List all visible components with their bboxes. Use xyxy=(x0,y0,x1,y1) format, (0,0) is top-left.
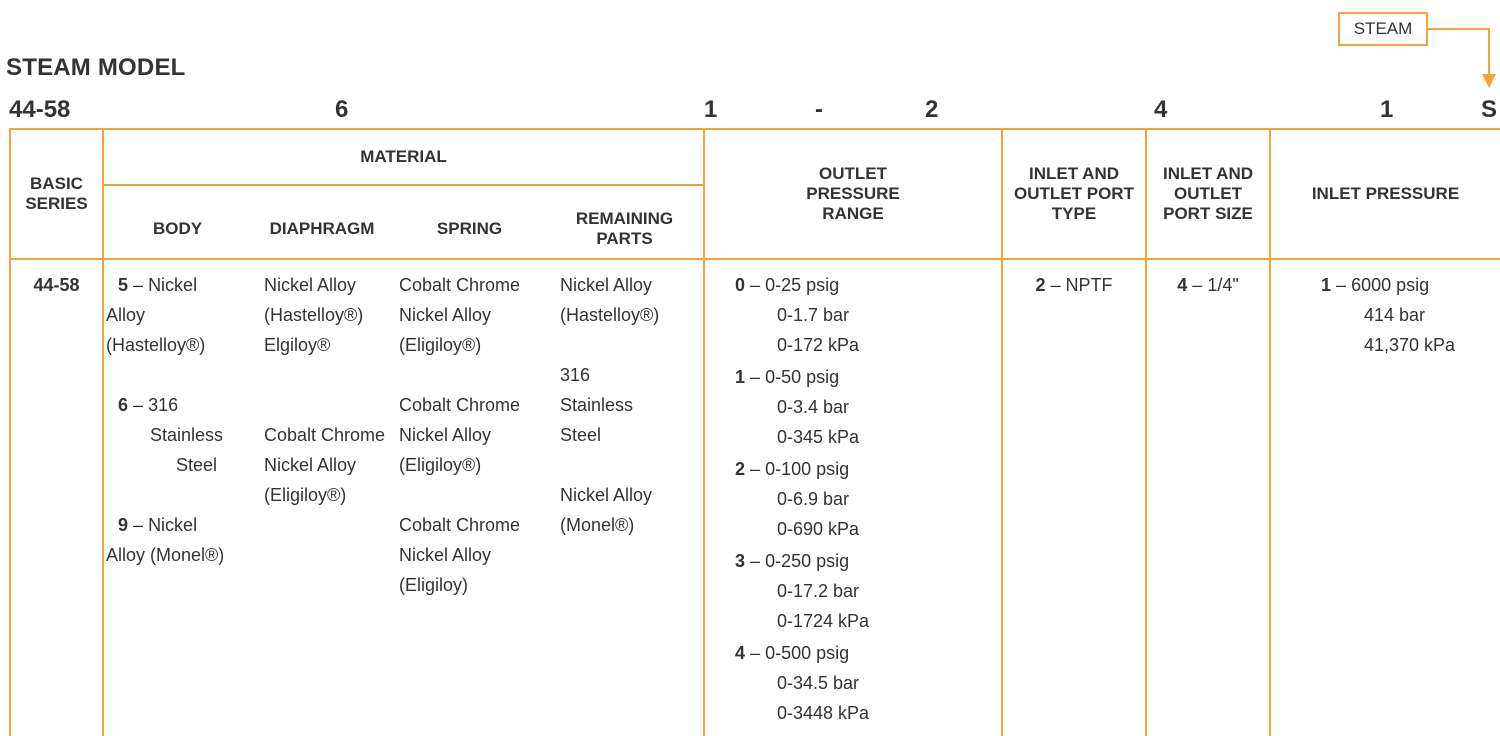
port-size-option: 4 – 1/4" xyxy=(1177,275,1239,295)
header-diaphragm: DIAPHRAGM xyxy=(251,185,393,259)
header-basic-series: BASIC SERIES xyxy=(10,129,103,259)
header-spring: SPRING xyxy=(393,185,546,259)
diaphragm-option: Cobalt Chrome Nickel Alloy (Eligiloy®) xyxy=(264,425,386,505)
header-inlet-pressure: INLET PRESSURE xyxy=(1270,129,1500,259)
callout-arrow-line-horizontal xyxy=(1428,28,1490,30)
port-type-option: 2 – NPTF xyxy=(1035,275,1113,295)
cell-remaining-parts xyxy=(546,259,704,736)
outlet-pressure-option: 3 – 0-250 psig 0-17.2 bar 0-1724 kPa xyxy=(735,551,870,631)
spring-option: Cobalt Chrome Nickel Alloy (Eligiloy®) xyxy=(399,275,521,355)
header-port-type: INLET AND OUTLET PORT TYPE xyxy=(1002,129,1146,259)
outlet-pressure-option: 0 – 0-25 psig 0-1.7 bar 0-172 kPa xyxy=(735,275,860,355)
model-title: STEAM MODEL xyxy=(6,54,186,81)
callout-arrow-line-vertical xyxy=(1488,28,1490,74)
steam-callout-label: STEAM xyxy=(1353,19,1413,38)
remaining-parts-option: 316 Stainless Steel xyxy=(560,365,634,445)
header-material: MATERIAL xyxy=(103,129,704,185)
cell-port-size xyxy=(1146,259,1270,736)
inlet-pressure-option: 1 – 6000 psig 414 bar 41,370 kPa xyxy=(1321,275,1456,355)
code-outlet-pressure: 2 xyxy=(925,96,939,123)
code-port-size: 4 xyxy=(1154,96,1168,123)
header-remaining-parts: REMAINING PARTS xyxy=(546,185,704,259)
cell-outlet-pressure-range xyxy=(704,259,1002,736)
body-option: 5 – Nickel Alloy (Hastelloy®) xyxy=(106,275,206,355)
arrow-down-icon xyxy=(1482,74,1496,88)
code-separator-1: 1 xyxy=(704,96,718,123)
body-option: 6 – 316 Stainless Steel xyxy=(118,395,224,475)
model-selection-table xyxy=(9,128,1500,736)
outlet-pressure-option: 1 – 0-50 psig 0-3.4 bar 0-345 kPa xyxy=(735,367,860,447)
code-basic-series: 44-58 xyxy=(9,96,71,123)
code-inlet-pressure: 1 xyxy=(1380,96,1394,123)
spring-option: Cobalt Chrome Nickel Alloy (Eligiloy®) xyxy=(399,395,521,475)
code-steam-suffix: S xyxy=(1481,96,1498,123)
header-body: BODY xyxy=(103,185,251,259)
remaining-parts-option: Nickel Alloy (Monel®) xyxy=(560,485,653,535)
spring-option: Cobalt Chrome Nickel Alloy (Eligiloy) xyxy=(399,515,521,595)
cell-spring xyxy=(393,259,546,736)
body-option: 9 – Nickel Alloy (Monel®) xyxy=(106,515,225,565)
cell-port-type xyxy=(1002,259,1146,736)
cell-diaphragm xyxy=(251,259,393,736)
basic-series-value: 44-58 xyxy=(33,275,80,295)
cell-body xyxy=(103,259,251,736)
cell-basic-series xyxy=(10,259,103,736)
code-dash: - xyxy=(815,96,823,123)
steam-callout-box xyxy=(1338,12,1428,46)
code-material: 6 xyxy=(335,96,349,123)
outlet-pressure-option: 4 – 0-500 psig 0-34.5 bar 0-3448 kPa xyxy=(735,643,870,723)
cell-inlet-pressure xyxy=(1270,259,1500,736)
outlet-pressure-option: 2 – 0-100 psig 0-6.9 bar 0-690 kPa xyxy=(735,459,860,539)
remaining-parts-option: Nickel Alloy (Hastelloy®) xyxy=(560,275,660,325)
diaphragm-option: Nickel Alloy (Hastelloy®) Elgiloy® xyxy=(264,275,364,355)
header-outlet-pressure-range: OUTLET PRESSURE RANGE xyxy=(704,129,1002,259)
header-port-size: INLET AND OUTLET PORT SIZE xyxy=(1146,129,1270,259)
